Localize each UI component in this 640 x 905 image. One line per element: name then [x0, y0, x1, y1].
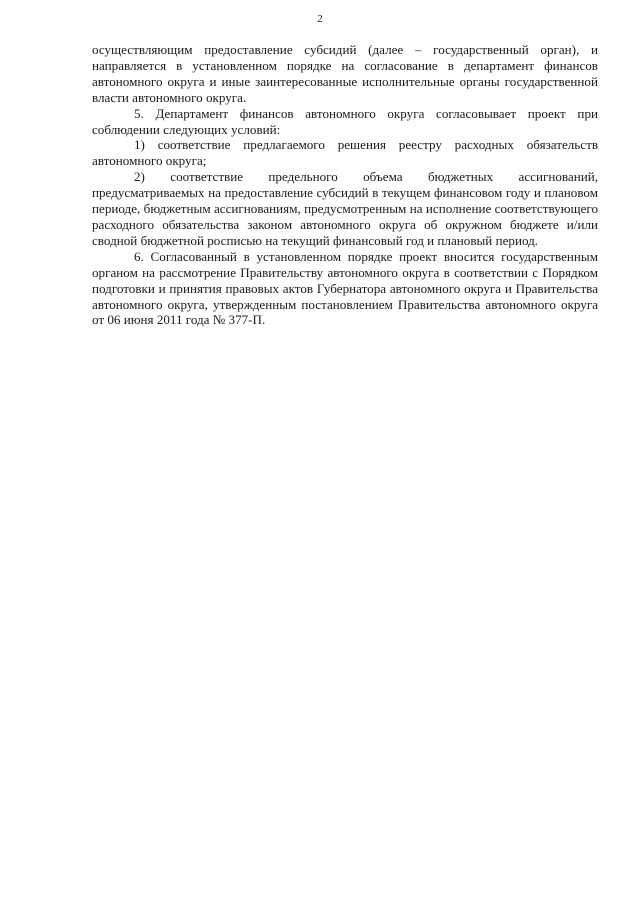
paragraph-item-6: 6. Согласованный в установленном порядке проект вносится государственным органом на рассмотрение Правительству автономного округа в соответствии с Порядком подготовки и принятия правовых актов Губернатора автономного округа и Правительства автономного округа, утвержденным постановлением Правительства автономного округа от 06 июня 2011 года № 377-П.: [92, 248, 598, 328]
paragraph-continuation: осуществляющим предоставление субсидий (далее – государственный орган), и направляется в установленном порядке на согласование в департамент финансов автономного округа и иные заинтересованные исполнительные органы государственной власти автономного округа.: [92, 42, 598, 105]
paragraph-condition-1: 1) соответствие предлагаемого решения реестру расходных обязательств автономного округа;: [92, 137, 598, 169]
paragraph-item-5: 5. Департамент финансов автономного округа согласовывает проект при соблюдении следующих условий:: [92, 105, 598, 137]
paragraph-condition-2: 2) соответствие предельного объема бюджетных ассигнований, предусматриваемых на предоставление субсидий в текущем финансовом году и плановом периоде, бюджетным ассигнованиям, предусмотренным на исполнение соответствующего расходного обязательства законом автономного округа об окружном бюджете и/или сводной бюджетной росписью на текущий финансовый год и плановый период.: [92, 169, 598, 248]
document-body: [92, 42, 598, 328]
page-number: 2: [317, 13, 323, 25]
